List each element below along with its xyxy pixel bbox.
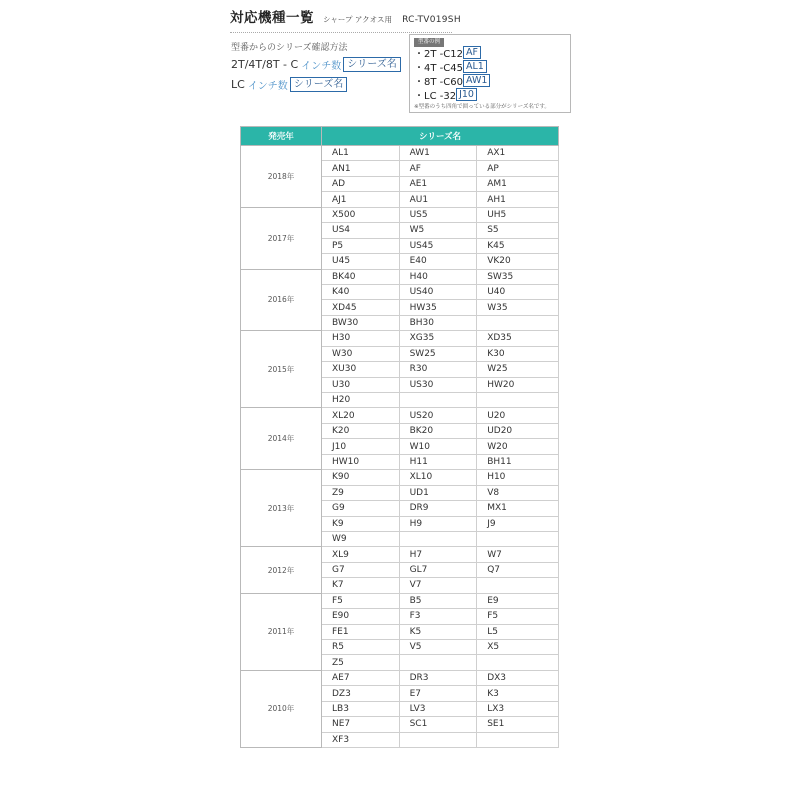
series-cell: GL7 bbox=[399, 562, 477, 577]
series-cell: US40 bbox=[399, 284, 477, 299]
series-cell: XL10 bbox=[399, 470, 477, 485]
series-cell: V8 bbox=[477, 485, 559, 500]
remote-model-number: RC-TV019SH bbox=[402, 15, 461, 25]
series-cell: W10 bbox=[399, 439, 477, 454]
series-cell: K7 bbox=[322, 578, 400, 593]
series-cell bbox=[477, 531, 559, 546]
series-cell: AX1 bbox=[477, 146, 559, 161]
series-cell: BH30 bbox=[399, 315, 477, 330]
year-cell: 2018年 bbox=[241, 146, 322, 208]
series-cell: LX3 bbox=[477, 701, 559, 716]
format-series-box: シリーズ名 bbox=[343, 57, 401, 72]
series-howto bbox=[231, 40, 397, 92]
page-header bbox=[230, 6, 461, 33]
column-header-year: 発売年 bbox=[241, 127, 322, 146]
series-cell: US20 bbox=[399, 408, 477, 423]
series-cell: AE7 bbox=[322, 670, 400, 685]
series-cell: U30 bbox=[322, 377, 400, 392]
series-cell: X500 bbox=[322, 207, 400, 222]
table-row bbox=[241, 331, 559, 346]
series-cell: SE1 bbox=[477, 717, 559, 732]
table-row bbox=[241, 207, 559, 222]
series-cell: W35 bbox=[477, 300, 559, 315]
table-body bbox=[241, 146, 559, 748]
series-cell: HW10 bbox=[322, 454, 400, 469]
page-subtitle: シャープ アクオス用 bbox=[323, 15, 393, 24]
page-title: 対応機種一覧 bbox=[230, 10, 314, 26]
series-cell: HW35 bbox=[399, 300, 477, 315]
series-cell: SC1 bbox=[399, 717, 477, 732]
series-cell: Z5 bbox=[322, 655, 400, 670]
series-cell: H40 bbox=[399, 269, 477, 284]
series-cell: VK20 bbox=[477, 254, 559, 269]
series-cell: SW25 bbox=[399, 346, 477, 361]
series-cell: US30 bbox=[399, 377, 477, 392]
series-cell bbox=[477, 578, 559, 593]
series-cell: K40 bbox=[322, 284, 400, 299]
format-line-lc bbox=[231, 77, 347, 92]
table-row bbox=[241, 269, 559, 284]
series-cell: Z9 bbox=[322, 485, 400, 500]
series-cell: U40 bbox=[477, 284, 559, 299]
series-cell: US5 bbox=[399, 207, 477, 222]
series-cell: X5 bbox=[477, 640, 559, 655]
series-cell: K5 bbox=[399, 624, 477, 639]
year-cell: 2016年 bbox=[241, 269, 322, 331]
series-cell: H20 bbox=[322, 393, 400, 408]
series-cell: L5 bbox=[477, 624, 559, 639]
series-cell: W7 bbox=[477, 547, 559, 562]
example-prefix: ・8T -C60 bbox=[414, 77, 463, 88]
series-cell: Q7 bbox=[477, 562, 559, 577]
series-cell: AL1 bbox=[322, 146, 400, 161]
series-cell: BK20 bbox=[399, 423, 477, 438]
compatibility-table bbox=[240, 126, 559, 748]
series-cell: W9 bbox=[322, 531, 400, 546]
series-cell: UD1 bbox=[399, 485, 477, 500]
series-cell: AU1 bbox=[399, 192, 477, 207]
series-cell: V7 bbox=[399, 578, 477, 593]
year-cell: 2014年 bbox=[241, 408, 322, 470]
series-cell: K3 bbox=[477, 686, 559, 701]
year-cell: 2011年 bbox=[241, 593, 322, 670]
series-cell: W25 bbox=[477, 362, 559, 377]
series-cell: LV3 bbox=[399, 701, 477, 716]
series-cell: R5 bbox=[322, 640, 400, 655]
example-prefix: ・LC -32 bbox=[414, 91, 457, 102]
series-cell: AN1 bbox=[322, 161, 400, 176]
year-cell: 2017年 bbox=[241, 207, 322, 269]
series-cell: H9 bbox=[399, 516, 477, 531]
series-cell: XG35 bbox=[399, 331, 477, 346]
format-prefix: 2T/4T/8T - C bbox=[231, 58, 299, 71]
year-cell: 2013年 bbox=[241, 470, 322, 547]
column-header-series: シリーズ名 bbox=[322, 127, 559, 146]
example-box bbox=[409, 34, 571, 113]
series-cell: U20 bbox=[477, 408, 559, 423]
series-cell: US45 bbox=[399, 238, 477, 253]
series-cell: AJ1 bbox=[322, 192, 400, 207]
series-cell: G9 bbox=[322, 501, 400, 516]
series-cell: K45 bbox=[477, 238, 559, 253]
series-cell bbox=[477, 655, 559, 670]
table-row bbox=[241, 593, 559, 608]
format-series-box: シリーズ名 bbox=[290, 77, 348, 92]
series-cell: FE1 bbox=[322, 624, 400, 639]
table-header-row bbox=[241, 127, 559, 146]
series-cell: E9 bbox=[477, 593, 559, 608]
series-cell: G7 bbox=[322, 562, 400, 577]
series-cell: AD bbox=[322, 176, 400, 191]
series-cell: NE7 bbox=[322, 717, 400, 732]
series-cell bbox=[477, 732, 559, 747]
format-inch: インチ数 bbox=[247, 81, 288, 92]
compatibility-table-wrapper bbox=[240, 126, 559, 748]
series-cell bbox=[399, 393, 477, 408]
series-cell: LB3 bbox=[322, 701, 400, 716]
example-prefix: ・2T -C12 bbox=[414, 49, 463, 60]
year-cell: 2015年 bbox=[241, 331, 322, 408]
series-cell: P5 bbox=[322, 238, 400, 253]
series-cell bbox=[477, 393, 559, 408]
series-cell: F5 bbox=[322, 593, 400, 608]
series-cell: BW30 bbox=[322, 315, 400, 330]
example-line bbox=[414, 59, 487, 74]
example-prefix: ・4T -C45 bbox=[414, 63, 463, 74]
format-prefix: LC bbox=[231, 78, 245, 91]
series-cell: UD20 bbox=[477, 423, 559, 438]
series-cell: XF3 bbox=[322, 732, 400, 747]
series-cell: W5 bbox=[399, 223, 477, 238]
series-cell: U45 bbox=[322, 254, 400, 269]
year-cell: 2012年 bbox=[241, 547, 322, 593]
table-row bbox=[241, 470, 559, 485]
series-cell: K20 bbox=[322, 423, 400, 438]
table-row bbox=[241, 670, 559, 685]
series-cell: DX3 bbox=[477, 670, 559, 685]
series-cell: MX1 bbox=[477, 501, 559, 516]
series-cell: XD45 bbox=[322, 300, 400, 315]
example-line bbox=[414, 45, 481, 60]
series-cell: W30 bbox=[322, 346, 400, 361]
series-cell: DR3 bbox=[399, 670, 477, 685]
series-cell: DR9 bbox=[399, 501, 477, 516]
series-cell: E90 bbox=[322, 609, 400, 624]
series-cell: H7 bbox=[399, 547, 477, 562]
year-cell: 2010年 bbox=[241, 670, 322, 747]
series-cell: E40 bbox=[399, 254, 477, 269]
series-cell: AW1 bbox=[399, 146, 477, 161]
series-cell: AF bbox=[399, 161, 477, 176]
series-cell: S5 bbox=[477, 223, 559, 238]
example-line bbox=[414, 73, 490, 88]
series-cell: XD35 bbox=[477, 331, 559, 346]
series-cell: BK40 bbox=[322, 269, 400, 284]
series-cell: XL20 bbox=[322, 408, 400, 423]
series-cell: B5 bbox=[399, 593, 477, 608]
table-row bbox=[241, 146, 559, 161]
howto-label: 型番からのシリーズ確認方法 bbox=[231, 43, 348, 53]
table-row bbox=[241, 408, 559, 423]
example-series-highlight: AL1 bbox=[463, 60, 487, 73]
example-series-highlight: AW1 bbox=[463, 74, 490, 87]
example-tag: 型番の例 bbox=[414, 38, 444, 47]
format-inch: インチ数 bbox=[301, 61, 342, 72]
series-cell: AM1 bbox=[477, 176, 559, 191]
series-cell: BH11 bbox=[477, 454, 559, 469]
series-cell bbox=[399, 655, 477, 670]
table-row bbox=[241, 547, 559, 562]
series-cell: V5 bbox=[399, 640, 477, 655]
series-cell: AE1 bbox=[399, 176, 477, 191]
series-cell: H11 bbox=[399, 454, 477, 469]
series-cell: UH5 bbox=[477, 207, 559, 222]
series-cell bbox=[399, 531, 477, 546]
series-cell: AH1 bbox=[477, 192, 559, 207]
series-cell: US4 bbox=[322, 223, 400, 238]
series-cell: W20 bbox=[477, 439, 559, 454]
series-cell bbox=[399, 732, 477, 747]
series-cell: XU30 bbox=[322, 362, 400, 377]
series-cell: DZ3 bbox=[322, 686, 400, 701]
example-note: ※型番のうち四角で囲っている部分がシリーズ名です。 bbox=[414, 104, 550, 110]
series-cell: F5 bbox=[477, 609, 559, 624]
series-cell: K90 bbox=[322, 470, 400, 485]
series-cell: HW20 bbox=[477, 377, 559, 392]
format-line-ct bbox=[231, 57, 401, 72]
series-cell: SW35 bbox=[477, 269, 559, 284]
series-cell: H10 bbox=[477, 470, 559, 485]
series-cell: R30 bbox=[399, 362, 477, 377]
series-cell: J10 bbox=[322, 439, 400, 454]
series-cell bbox=[477, 315, 559, 330]
example-series-highlight: J10 bbox=[456, 88, 477, 101]
series-cell: J9 bbox=[477, 516, 559, 531]
series-cell: K30 bbox=[477, 346, 559, 361]
example-line bbox=[414, 87, 477, 102]
example-series-highlight: AF bbox=[463, 46, 481, 59]
series-cell: K9 bbox=[322, 516, 400, 531]
series-cell: E7 bbox=[399, 686, 477, 701]
series-cell: AP bbox=[477, 161, 559, 176]
series-cell: F3 bbox=[399, 609, 477, 624]
series-cell: H30 bbox=[322, 331, 400, 346]
series-cell: XL9 bbox=[322, 547, 400, 562]
